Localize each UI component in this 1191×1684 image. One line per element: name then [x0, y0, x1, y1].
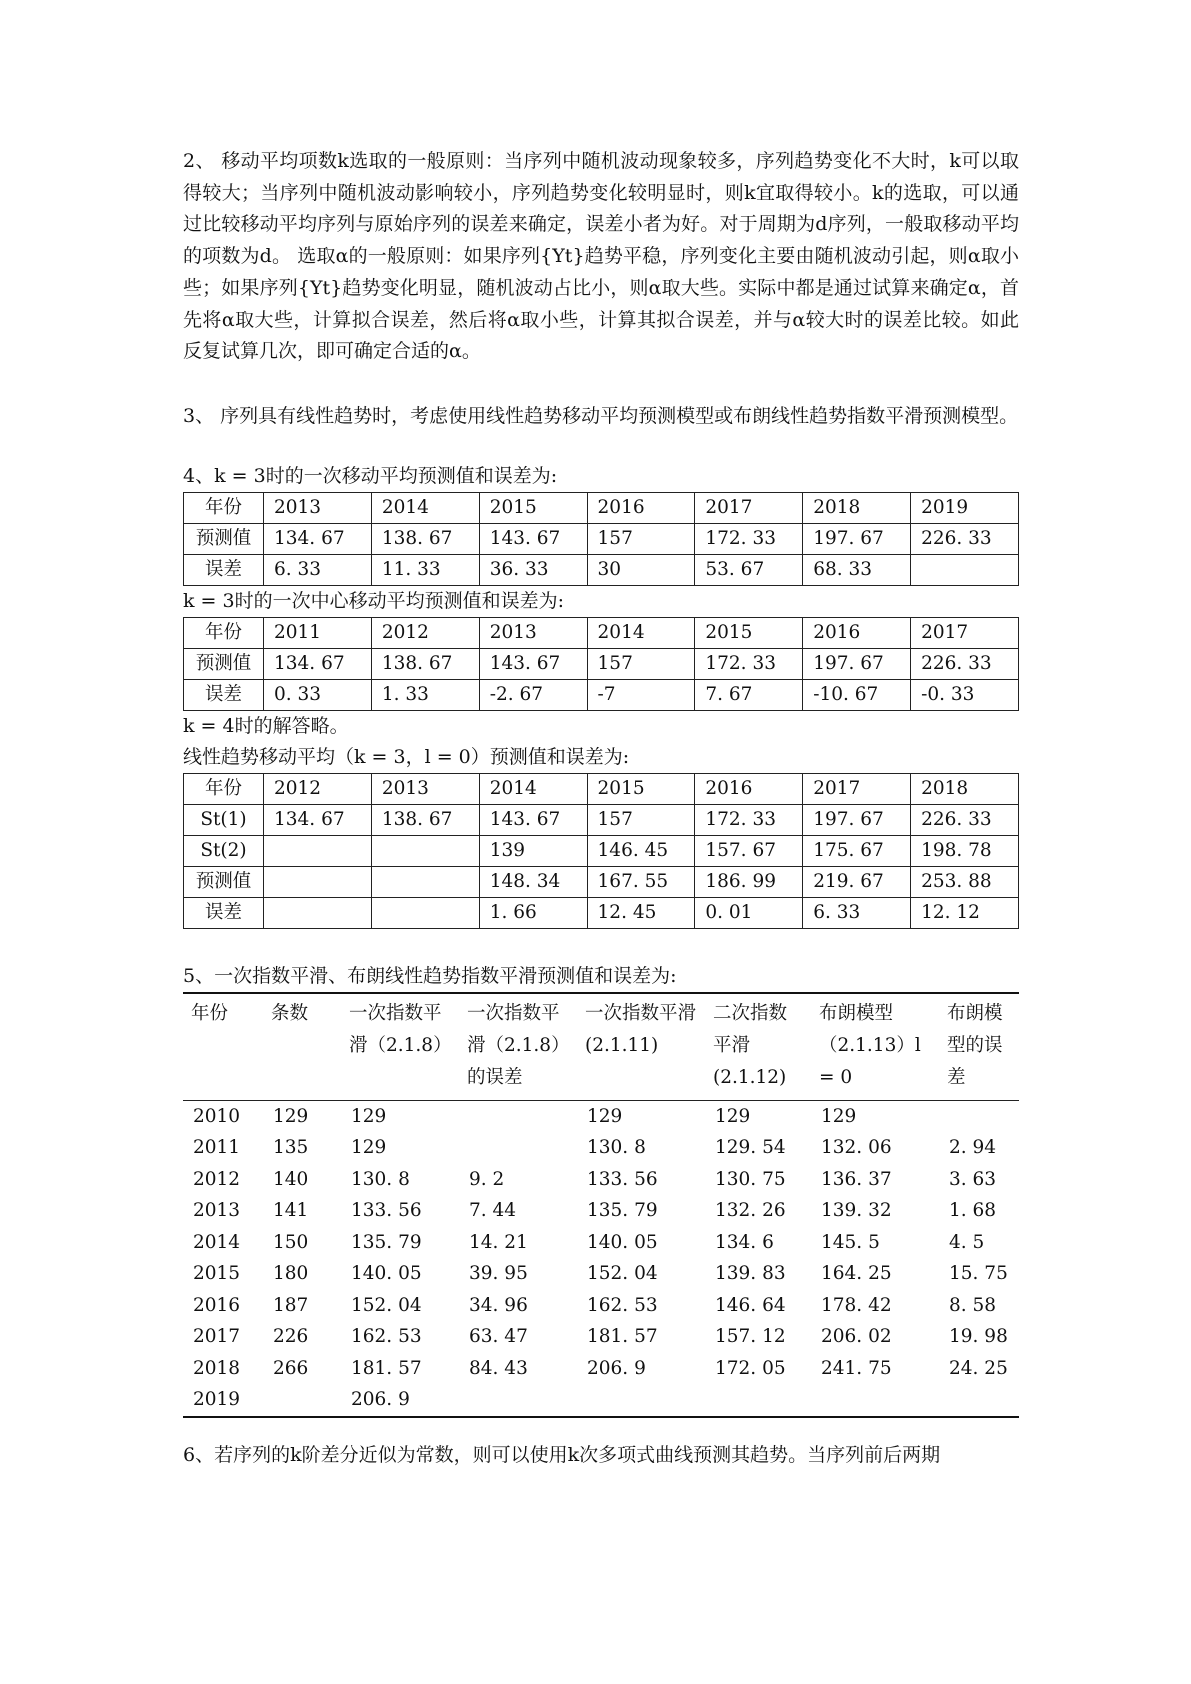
table4-cell: 134. 6: [715, 1231, 774, 1253]
table4-cell: 181. 57: [351, 1357, 422, 1379]
table4-cell: 135. 79: [351, 1231, 422, 1253]
table4-cell: 2010: [193, 1105, 241, 1127]
table4-cell: 34. 96: [469, 1294, 528, 1316]
table3-cell: 12. 45: [587, 897, 695, 928]
table2-cell: 143. 67: [479, 648, 587, 679]
table4-cell: 172. 05: [715, 1357, 786, 1379]
table4-cell: 129: [351, 1137, 387, 1159]
table2-cell: 138. 67: [371, 648, 479, 679]
table4-row: [183, 1195, 1019, 1227]
table3-cell: 186. 99: [695, 866, 803, 897]
table4-header: 年份: [183, 993, 263, 1101]
table3-cell: 134. 67: [264, 804, 372, 835]
table2-cell: 226. 33: [911, 648, 1019, 679]
table1-cell: 2018: [803, 492, 911, 523]
table3-caption: 线性趋势移动平均（k = 3，l = 0）预测值和误差为:: [183, 745, 630, 768]
table1-cell: 157: [587, 523, 695, 554]
table4-cell: 226: [273, 1326, 309, 1348]
table4-cell: [939, 1384, 1019, 1417]
table4-cell: 178. 42: [821, 1294, 892, 1316]
table1-cell: 134. 67: [264, 523, 372, 554]
table3-cell: 146. 45: [587, 835, 695, 866]
table4-cell: 130. 8: [351, 1168, 410, 1190]
table2-cell: -10. 67: [803, 679, 911, 710]
table3-cell: 6. 33: [803, 897, 911, 928]
table2-cell: 134. 67: [264, 648, 372, 679]
table1-cell: 2017: [695, 492, 803, 523]
table3-cell: 143. 67: [479, 804, 587, 835]
table4-cell: [811, 1384, 939, 1417]
table3-cell: 1. 66: [479, 897, 587, 928]
table3-cell: 预测值: [184, 866, 264, 897]
table2-row: [184, 648, 1019, 679]
table4-cell: [459, 1384, 577, 1417]
table4-cell: 84. 43: [469, 1357, 528, 1379]
table3-cell: 2013: [371, 773, 479, 804]
table3-cell: St(1): [184, 804, 264, 835]
table2-cell: 2017: [911, 617, 1019, 648]
table3-cell: 2016: [695, 773, 803, 804]
table3-cell: 219. 67: [803, 866, 911, 897]
table4-cell: 2013: [193, 1200, 241, 1222]
table4-cell: [459, 1100, 577, 1132]
table2-cell: 2015: [695, 617, 803, 648]
table1-cell: 36. 33: [479, 554, 587, 585]
table2-cell: 2013: [479, 617, 587, 648]
table4-cell: 139. 83: [715, 1263, 786, 1285]
table4-cell: 150: [273, 1231, 309, 1253]
table4-cell: 8. 58: [949, 1294, 997, 1316]
table4-cell: 2019: [183, 1384, 263, 1417]
table4-cell: 140. 05: [587, 1231, 658, 1253]
table2-cell: 年份: [184, 617, 264, 648]
table4-row: [183, 1100, 1019, 1132]
table4-cell: 141: [273, 1200, 309, 1222]
table1-cell: 2016: [587, 492, 695, 523]
table4-cell: 164. 25: [821, 1263, 892, 1285]
table4-cell: 129: [821, 1105, 857, 1127]
table4-header: 布朗模型（2.1.13）l = 0: [811, 993, 939, 1101]
table4-cell: 2012: [193, 1168, 241, 1190]
table2-cell: 7. 67: [695, 679, 803, 710]
moving-average-table: [183, 492, 1019, 586]
table2-cell: 157: [587, 648, 695, 679]
table3-cell: [371, 866, 479, 897]
table3-cell: 138. 67: [371, 804, 479, 835]
table4-cell: 2011: [193, 1137, 241, 1159]
table3-cell: 253. 88: [911, 866, 1019, 897]
table3-cell: 年份: [184, 773, 264, 804]
table4-cell: 129: [715, 1105, 751, 1127]
table1-cell: 2014: [371, 492, 479, 523]
table4-cell: 135. 79: [587, 1200, 658, 1222]
table1-cell: 172. 33: [695, 523, 803, 554]
table2-caption: k = 3时的一次中心移动平均预测值和误差为:: [183, 589, 565, 612]
table1-cell: 2019: [911, 492, 1019, 523]
table3-cell: [371, 897, 479, 928]
table4-cell: 146. 64: [715, 1294, 786, 1316]
table3-cell: 139: [479, 835, 587, 866]
table3-cell: [264, 866, 372, 897]
k4-note: k = 4时的解答略。: [183, 714, 349, 737]
table1-cell: 226. 33: [911, 523, 1019, 554]
table4-row: [183, 1321, 1019, 1353]
table2-cell: -2. 67: [479, 679, 587, 710]
table3-cell: 167. 55: [587, 866, 695, 897]
table3-cell: 197. 67: [803, 804, 911, 835]
table4-cell: 139. 32: [821, 1200, 892, 1222]
table3-cell: 175. 67: [803, 835, 911, 866]
table1-cell: 138. 67: [371, 523, 479, 554]
table4-cell: 140. 05: [351, 1263, 422, 1285]
table4-cell: 133. 56: [587, 1168, 658, 1190]
table4-cell: [263, 1384, 341, 1417]
table4-cell: 187: [273, 1294, 309, 1316]
table4-header: 一次指数平滑(2.1.11): [577, 993, 705, 1101]
table3-cell: St(2): [184, 835, 264, 866]
table4-cell: 3. 63: [949, 1168, 997, 1190]
table1-cell: 53. 67: [695, 554, 803, 585]
table4-cell: 130. 75: [715, 1168, 786, 1190]
table4-cell: 162. 53: [351, 1326, 422, 1348]
table4-header: 二次指数平滑(2.1.12): [705, 993, 811, 1101]
table3-row: [184, 897, 1019, 928]
table2-cell: 2011: [264, 617, 372, 648]
table4-cell: 2015: [193, 1263, 241, 1285]
table3-row: [184, 804, 1019, 835]
table4-header: 布朗模型的误差: [939, 993, 1019, 1101]
table4-cell: 2014: [193, 1231, 241, 1253]
table4-row: [183, 1353, 1019, 1385]
table4-cell: 206. 02: [821, 1326, 892, 1348]
table4-header: 一次指数平滑（2.1.8）的误差: [459, 993, 577, 1101]
paragraph-2: 2、 移动平均项数k选取的一般原则：当序列中随机波动现象较多，序列趋势变化不大时，k可以取得较大；当序列中随机波动影响较小，序列趋势变化较明显时，则k宜取得较小。k的选取，可以通过比较移动平均序列与原始序列的误差来确定，误差小者为好。对于周期为d序列，一般取移动平均的项数为d。 选取α的一般原则：如果序列{Yt}趋势平稳，序列变化主要由随机波动引起，则α取小些；如果序列{Yt}趋势变化明显，随机波动占比小，则α取大些。实际中都是通过试算来确定α，首先将α取大些，计算拟合误差，然后将α取小些，计算其拟合误差，并与α较大时的误差比较。如此反复试算几次，即可确定合适的α。: [183, 150, 1019, 363]
table3-cell: 误差: [184, 897, 264, 928]
table4-cell: 24. 25: [949, 1357, 1008, 1379]
table3-cell: 157: [587, 804, 695, 835]
table1-cell: 6. 33: [264, 554, 372, 585]
table4-cell: 4. 5: [949, 1231, 985, 1253]
table3-cell: 2017: [803, 773, 911, 804]
table4-cell: 15. 75: [949, 1263, 1008, 1285]
table1-row: [184, 523, 1019, 554]
table4-cell: 2018: [193, 1357, 241, 1379]
table4-cell: 63. 47: [469, 1326, 528, 1348]
table3-cell: 12. 12: [911, 897, 1019, 928]
table4-cell: 19. 98: [949, 1326, 1008, 1348]
table4-cell: 152. 04: [587, 1263, 658, 1285]
table4-cell: 140: [273, 1168, 309, 1190]
table4-cell: [577, 1384, 705, 1417]
paragraph-3: 3、 序列具有线性趋势时，考虑使用线性趋势移动平均预测模型或布朗线性趋势指数平滑预测模型。: [183, 404, 1019, 427]
table4-row: [183, 1227, 1019, 1259]
table3-cell: 198. 78: [911, 835, 1019, 866]
table4-cell: 129: [273, 1105, 309, 1127]
table4-cell: 2017: [193, 1326, 241, 1348]
table2-cell: 2012: [371, 617, 479, 648]
table4-cell: 1. 68: [949, 1200, 997, 1222]
table4-cell: 129: [587, 1105, 623, 1127]
table4-cell: [939, 1100, 1019, 1132]
table1-row: [184, 554, 1019, 585]
table1-cell: 2015: [479, 492, 587, 523]
paragraph-6: 6、若序列的k阶差分近似为常数，则可以使用k次多项式曲线预测其趋势。当序列前后两期: [183, 1443, 941, 1466]
table4-cell: 2. 94: [949, 1137, 997, 1159]
table4-caption: 5、一次指数平滑、布朗线性趋势指数平滑预测值和误差为:: [183, 964, 677, 987]
table4-cell: 2016: [193, 1294, 241, 1316]
table4-cell: 241. 75: [821, 1357, 892, 1379]
table4-row: [183, 1132, 1019, 1164]
table1-cell: 197. 67: [803, 523, 911, 554]
table4-header: 条数: [263, 993, 341, 1101]
table2-cell: 0. 33: [264, 679, 372, 710]
table4-cell: 152. 04: [351, 1294, 422, 1316]
table4-cell: 180: [273, 1263, 309, 1285]
table2-cell: 197. 67: [803, 648, 911, 679]
table3-cell: 157. 67: [695, 835, 803, 866]
table2-cell: 1. 33: [371, 679, 479, 710]
table2-cell: 2016: [803, 617, 911, 648]
table4-cell: 136. 37: [821, 1168, 892, 1190]
table4-cell: [705, 1384, 811, 1417]
table3-cell: [264, 835, 372, 866]
table3-row: [184, 866, 1019, 897]
table4-cell: 132. 06: [821, 1137, 892, 1159]
table4-cell: 206. 9: [587, 1357, 646, 1379]
table3-row: [184, 773, 1019, 804]
center-moving-average-table: [183, 617, 1019, 711]
table4-cell: 39. 95: [469, 1263, 528, 1285]
table4-cell: 266: [273, 1357, 309, 1379]
table1-cell: 30: [587, 554, 695, 585]
table3-cell: 2015: [587, 773, 695, 804]
table4-cell: 129. 54: [715, 1137, 786, 1159]
table4-cell: 133. 56: [351, 1200, 422, 1222]
table3-cell: 148. 34: [479, 866, 587, 897]
table2-row: [184, 617, 1019, 648]
table2-cell: 预测值: [184, 648, 264, 679]
table2-cell: 172. 33: [695, 648, 803, 679]
table3-row: [184, 835, 1019, 866]
table3-cell: 172. 33: [695, 804, 803, 835]
table4-header: 一次指数平滑（2.1.8）: [341, 993, 459, 1101]
table4-cell: 181. 57: [587, 1326, 658, 1348]
table4-cell: 157. 12: [715, 1326, 786, 1348]
table1-cell: 68. 33: [803, 554, 911, 585]
table4-cell: [459, 1132, 577, 1164]
table4-cell: 206. 9: [341, 1384, 459, 1417]
table4-row: [183, 1384, 1019, 1417]
table3-cell: 0. 01: [695, 897, 803, 928]
table4-cell: 145. 5: [821, 1231, 880, 1253]
table4-cell: 132. 26: [715, 1200, 786, 1222]
table1-cell: 年份: [184, 492, 264, 523]
table4-row: [183, 1258, 1019, 1290]
table1-caption: 4、k = 3时的一次移动平均预测值和误差为:: [183, 464, 558, 487]
table3-cell: 2018: [911, 773, 1019, 804]
exponential-smoothing-table: [183, 992, 1019, 1418]
table3-cell: 226. 33: [911, 804, 1019, 835]
table1-cell: 143. 67: [479, 523, 587, 554]
table4-cell: 130. 8: [587, 1137, 646, 1159]
table4-cell: 7. 44: [469, 1200, 517, 1222]
table4-cell: 162. 53: [587, 1294, 658, 1316]
table4-row: [183, 1290, 1019, 1322]
table1-cell: 2013: [264, 492, 372, 523]
table2-cell: -7: [587, 679, 695, 710]
table3-cell: 2014: [479, 773, 587, 804]
table1-cell: 误差: [184, 554, 264, 585]
table4-row: [183, 1164, 1019, 1196]
table1-cell: [911, 554, 1019, 585]
table4-cell: 14. 21: [469, 1231, 528, 1253]
table2-row: [184, 679, 1019, 710]
table3-cell: [264, 897, 372, 928]
document-page: [183, 0, 1019, 1471]
table4-cell: 129: [351, 1105, 387, 1127]
table1-cell: 11. 33: [371, 554, 479, 585]
table2-cell: 2014: [587, 617, 695, 648]
table1-row: [184, 492, 1019, 523]
table2-cell: 误差: [184, 679, 264, 710]
table3-cell: 2012: [264, 773, 372, 804]
table4-cell: 9. 2: [469, 1168, 505, 1190]
linear-trend-moving-average-table: [183, 773, 1019, 929]
table3-cell: [371, 835, 479, 866]
table2-cell: -0. 33: [911, 679, 1019, 710]
table1-cell: 预测值: [184, 523, 264, 554]
table4-cell: 135: [273, 1137, 309, 1159]
